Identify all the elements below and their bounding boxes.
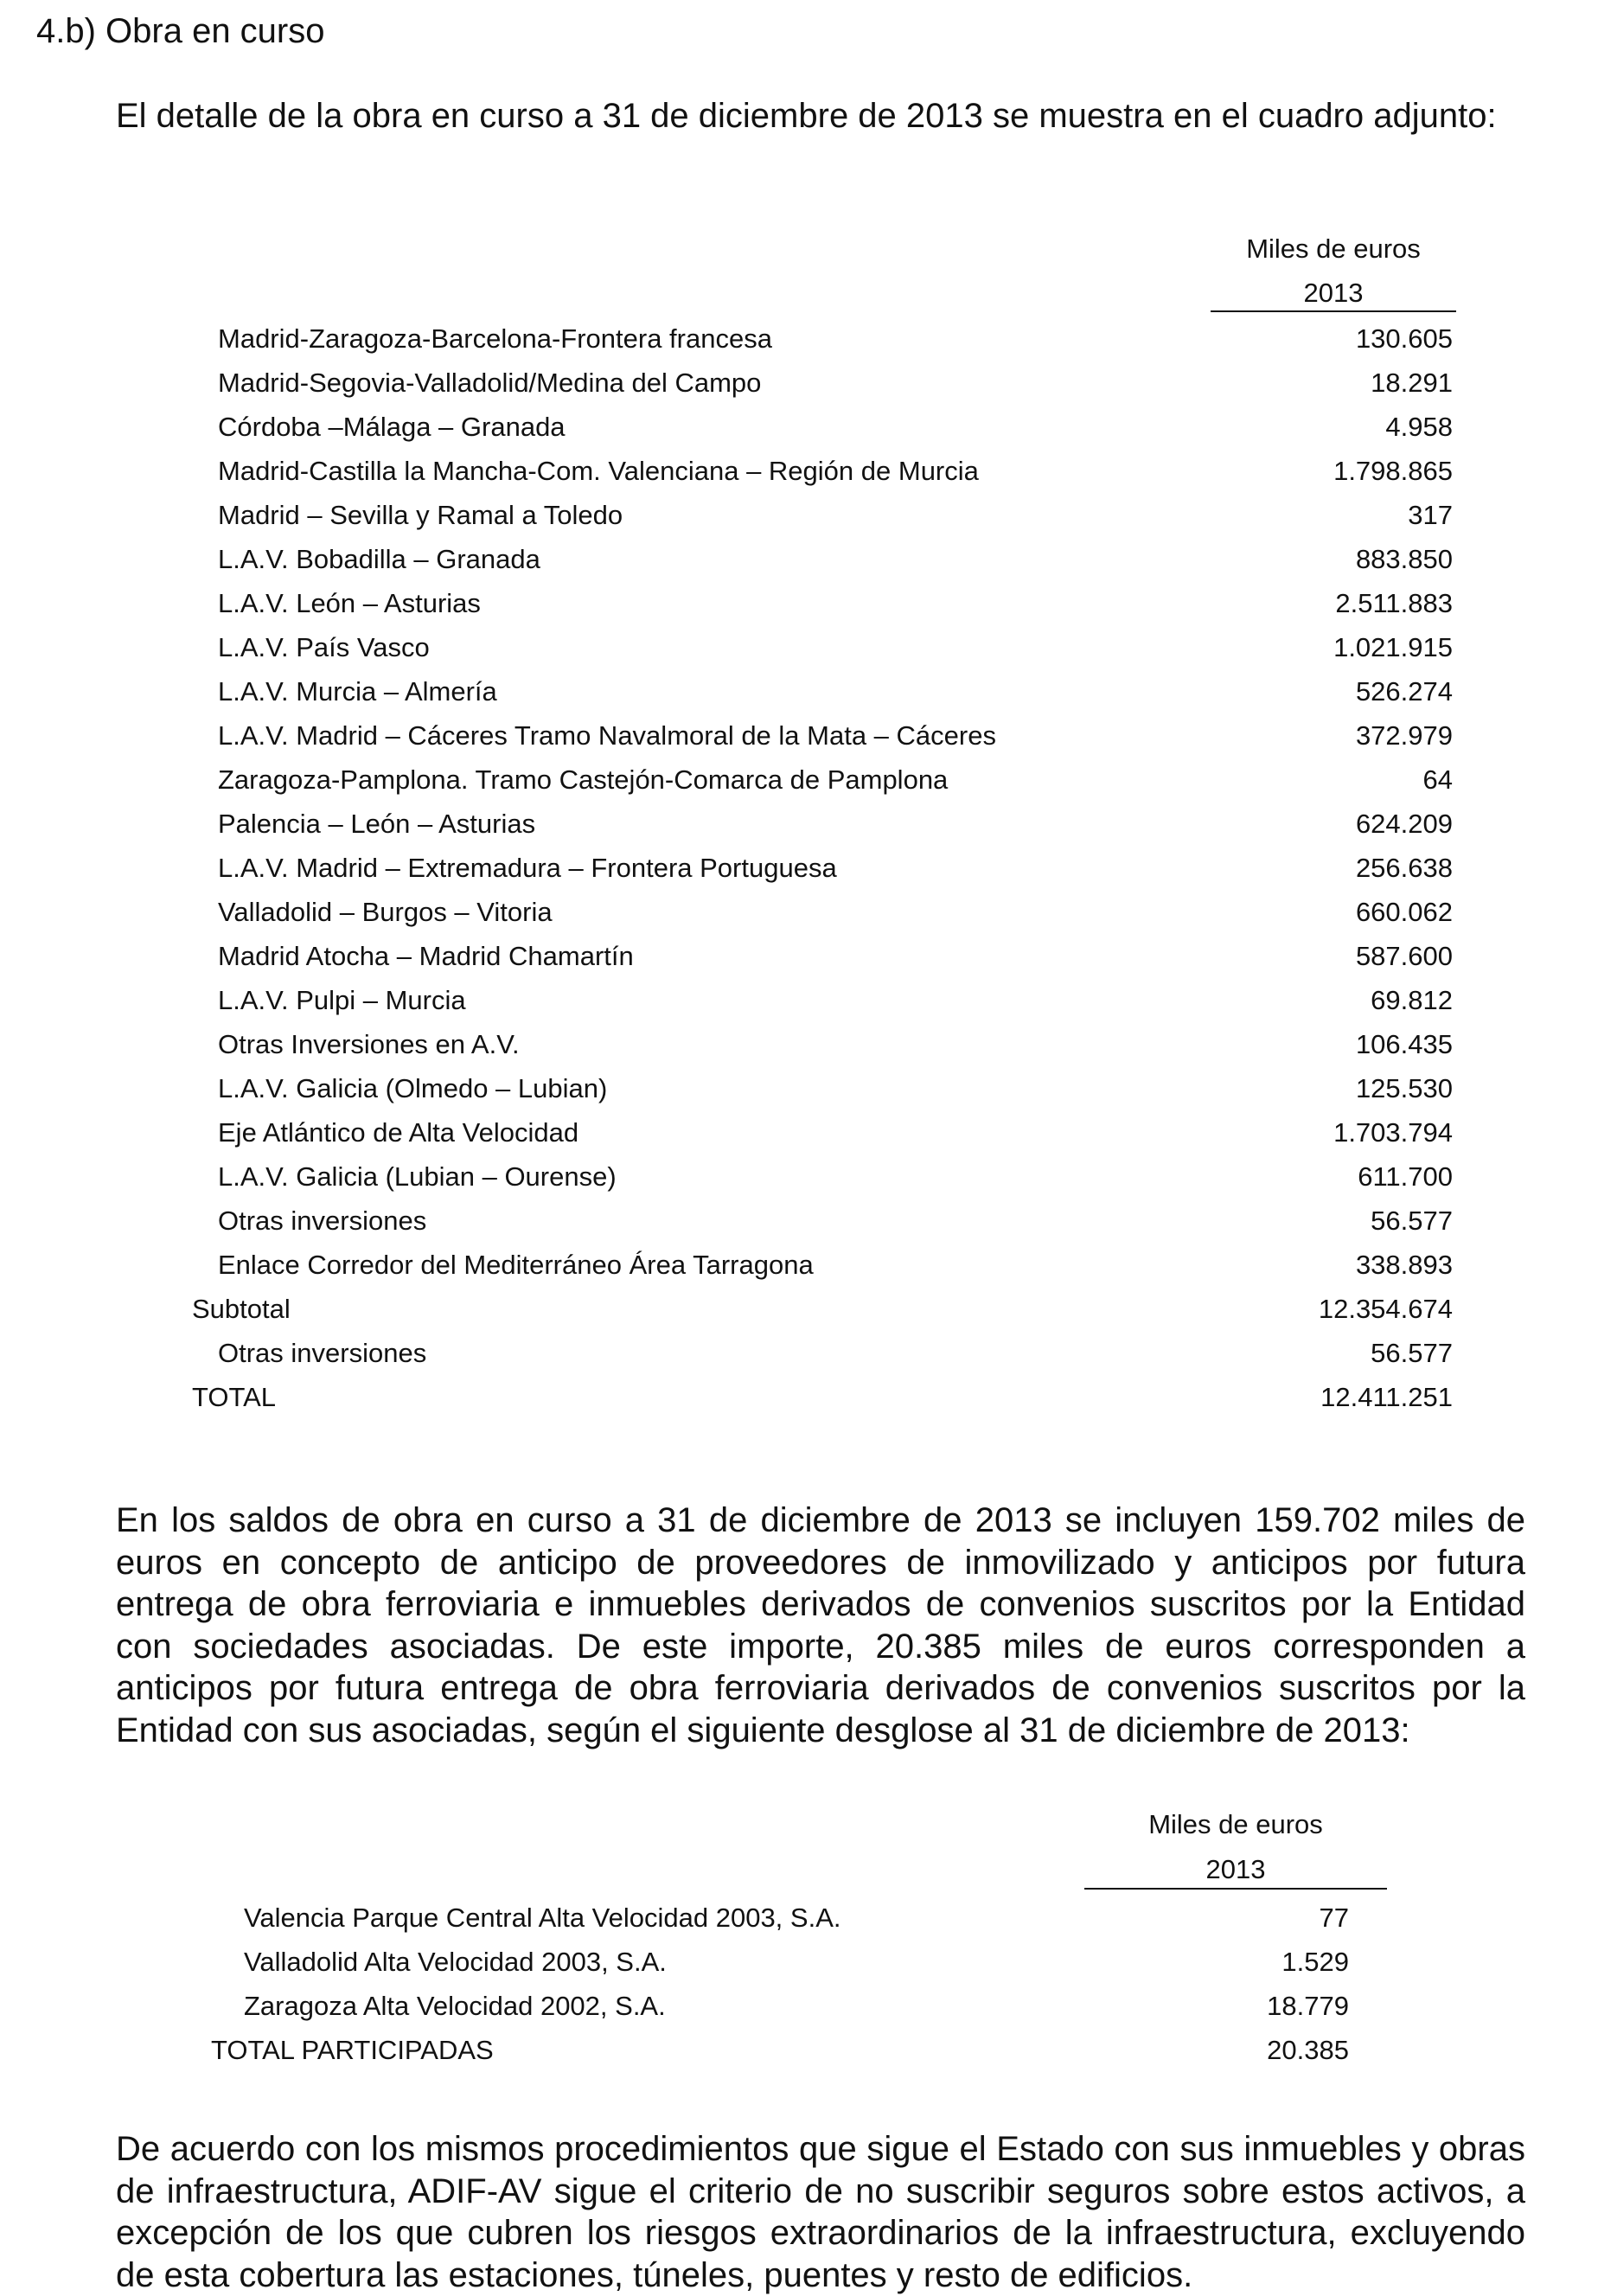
row-value: 1.021.915 [1333,632,1453,662]
column-unit-header: Miles de euros [1246,233,1421,264]
row-value: 64 [1422,764,1453,795]
row-label: Palencia – León – Asturias [218,809,536,839]
row-label: L.A.V. Galicia (Lubian – Ourense) [218,1161,617,1192]
row-value: 2.511.883 [1335,588,1453,618]
table-row [0,1984,1617,2028]
row-label: Valladolid – Burgos – Vitoria [218,897,553,927]
row-value: 4.958 [1385,412,1453,442]
row-value: 611.700 [1358,1161,1453,1192]
row-label: L.A.V. León – Asturias [218,588,481,618]
row-value: 69.812 [1371,985,1453,1015]
row-label: Valladolid Alta Velocidad 2003, S.A. [244,1947,667,1977]
row-value: 1.798.865 [1333,456,1453,486]
row-value: 20.385 [1267,2035,1349,2065]
row-label: TOTAL PARTICIPADAS [211,2035,494,2065]
row-label: Zaragoza-Pamplona. Tramo Castejón-Comarca de Pamplona [218,764,949,795]
row-label: Otras Inversiones en A.V. [218,1029,520,1059]
row-value: 56.577 [1371,1206,1453,1236]
row-label: L.A.V. Galicia (Olmedo – Lubian) [218,1073,608,1103]
row-value: 1.529 [1281,1947,1349,1977]
row-value: 125.530 [1355,1073,1453,1103]
row-value: 18.779 [1267,1991,1349,2021]
column-unit-header: Miles de euros [1148,1809,1323,1839]
header-underline [1084,1888,1387,1890]
column-year-header: 2013 [1205,1854,1266,1884]
row-label: L.A.V. Bobadilla – Granada [218,544,540,574]
row-label: TOTAL [192,1382,277,1412]
row-value: 12.354.674 [1318,1294,1453,1324]
section-heading: 4.b) Obra en curso [36,12,325,50]
row-label: L.A.V. Madrid – Extremadura – Frontera Portuguesa [218,853,837,883]
row-label: Zaragoza Alta Velocidad 2002, S.A. [244,1991,666,2021]
table-row [0,1896,1617,1940]
row-value: 317 [1408,500,1453,530]
row-label: Madrid – Sevilla y Ramal a Toledo [218,500,623,530]
row-label: Valencia Parque Central Alta Velocidad 2003, S.A. [244,1903,841,1933]
row-label: Madrid-Segovia-Valladolid/Medina del Campo [218,368,762,398]
row-value: 77 [1319,1903,1349,1933]
row-label: Córdoba –Málaga – Granada [218,412,566,442]
row-label: L.A.V. Murcia – Almería [218,676,497,707]
row-value: 130.605 [1355,323,1453,354]
row-label: L.A.V. Madrid – Cáceres Tramo Navalmoral de la Mata – Cáceres [218,720,996,751]
row-value: 256.638 [1355,853,1453,883]
intro-paragraph: El detalle de la obra en curso a 31 de diciembre de 2013 se muestra en el cuadro adjunto: [116,97,1497,135]
row-label: Madrid-Zaragoza-Barcelona-Frontera francesa [218,323,772,354]
row-value: 12.411.251 [1320,1382,1453,1412]
row-value: 106.435 [1355,1029,1453,1059]
row-label: Madrid-Castilla la Mancha-Com. Valenciana – Región de Murcia [218,456,979,486]
table-row [0,1940,1617,1984]
row-value: 587.600 [1355,941,1453,971]
row-label: Otras inversiones [218,1338,427,1368]
row-value: 372.979 [1355,720,1453,751]
row-label: L.A.V. País Vasco [218,632,430,662]
row-value: 660.062 [1355,897,1453,927]
total-row [0,2028,1617,2072]
row-label: Eje Atlántico de Alta Velocidad [218,1117,579,1148]
row-label: Otras inversiones [218,1206,427,1236]
row-value: 526.274 [1355,676,1453,707]
row-value: 883.850 [1355,544,1453,574]
row-value: 56.577 [1371,1338,1453,1368]
row-label: Madrid Atocha – Madrid Chamartín [218,941,634,971]
row-value: 1.703.794 [1333,1117,1453,1148]
seguros-paragraph: De acuerdo con los mismos procedimientos que sigue el Estado con sus inmuebles y obras de infraestructura, ADIF-AV sigue el criterio de no suscribir seguros sobre estos activos, a excepción de los que cubren los riesgos extraordinarios de la infraestructura, excluyendo de esta cobertura las estaciones, túneles, puentes y resto de edificios. [116,2130,1525,2294]
row-label: L.A.V. Pulpi – Murcia [218,985,466,1015]
anticipos-paragraph: En los saldos de obra en curso a 31 de diciembre de 2013 se incluyen 159.702 miles de euros en concepto de anticipo de proveedores de inmovilizado y anticipos por futura entrega de obra ferroviaria e inmuebles derivados de convenios suscritos por la Entidad con sociedades asociadas. De este importe, 20.385 miles de euros corresponden a anticipos por futura entrega de obra ferroviaria derivados de convenios suscritos por la Entidad con sus asociadas, según el siguiente desglose al 31 de diciembre de 2013: [116,1501,1525,1749]
row-label: Enlace Corredor del Mediterráneo Área Tarragona [218,1250,814,1280]
column-year-header: 2013 [1303,278,1364,308]
row-label: Subtotal [192,1294,291,1324]
row-value: 338.893 [1355,1250,1453,1280]
row-value: 18.291 [1371,368,1453,398]
row-value: 624.209 [1355,809,1453,839]
